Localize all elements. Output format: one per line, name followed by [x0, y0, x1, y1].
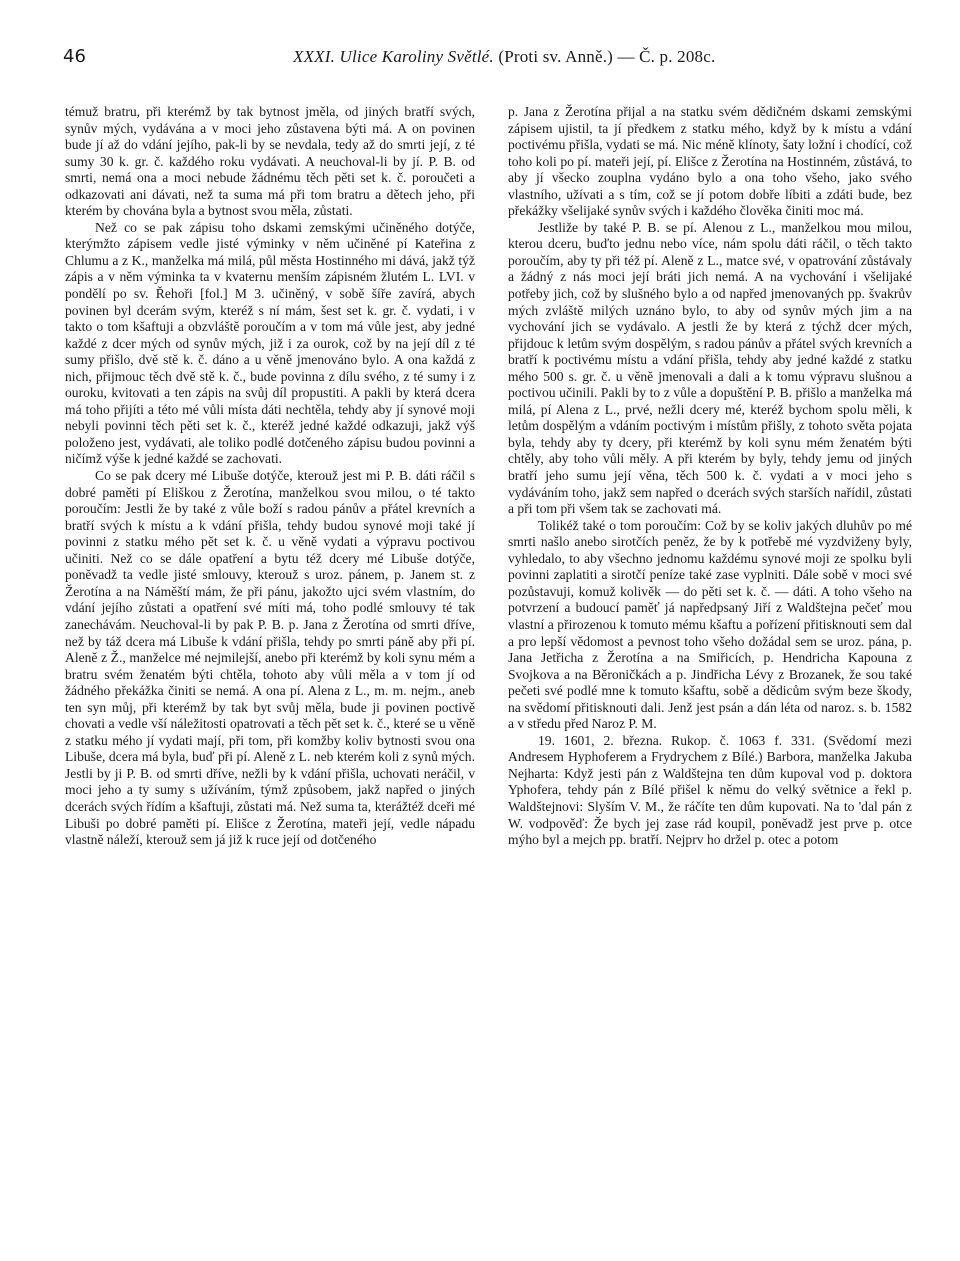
paragraph: témuž bratru, při kterémž by tak bytnost jměla, od jiných bratří svých, synův mých, vydávána a v moci jeho zůstavena býti má. A on povinen bude jí až do vdání jejího, pak-li by se nevdala, tedy až do smrti její, z té sumy 30 k. gr. č. každého roku vydávati. A neuchoval-li by jí. P. B. od smrti, nemá ona a moci nebude žádnému těch pěti set k. č. poroučeti a odkazovati ani dávati, než ta suma má při tom bratru a dětech jeho, při kterém by chována byla a bytnost svou měla, zůstati. — [65, 104, 475, 219]
right-column — [508, 104, 912, 849]
page-header — [63, 46, 900, 76]
left-column — [65, 104, 475, 849]
paragraph: Jestliže by také P. B. se pí. Alenou z L., manželkou mou milou, kterou dceru, buďto jednu nebo více, nám spolu dáti ráčil, o těch takto poroučím, aby ty při též pí. Aleně z L., matce své, v opatrování zůstávaly a žádný z nás moci její bráti jich nemá. A na vychování i všelijaké potřeby jich, což by slušného bylo a od napřed jmenovaných pp. švakrův mých zvláště milých uznáno bylo, to aby od synův mých jim a na vychování jich se vydávalo. A jestli že by která z týchž dcer mých, přijdouc k letům svým dospělým, s radou pánův a přátel svých krevních a bratří k poctivému místu a vdání přišla, tehdy aby jedné každé z statku mého 500 s. gr. č. u věně jmenovali a dali a k tomu výpravu slušnou a poctivou učinili. Pakli by to z vůle a dopuštění P. B. přišlo a manželka má milá, pí Alena z L., prvé, nežli dcery mé, kteréž bychom spolu měli, k letům dospělým a vdáním poctivým i místům přišly, z tohoto světa pojata byla, tehdy aby ty dcery, při kterémž by koli synu mém ženatém býti chtěly, aby toho vůli měly. A při kterém by byly, tehdy jemu od jiných bratří jeho sumu její věna, těch 500 k. č. vydati a v moci jeho s vydáváním toho, jakž sem napřed o dcerách svých starších nařídil, zůstati a při tom při všem tak se zachovati má. — [508, 219, 912, 517]
paragraph: Co se pak dcery mé Libuše dotýče, kterouž jest mi P. B. dáti ráčil s dobré paměti pí Eliškou z Žerotína, manželkou svou milou, o té takto poroučím: Jestli že by také z vůle boží s radou pánův a přátel krevních a bratří svých k místu a k vdání přišla, tehdy budou synové moji také jí povinni z statku mého pět set k. č. u věně vydati a výpravu poctivou učiniti. Než co se dále opatření a bytu též dcery mé Libuše dotýče, poněvadž ta vedle jisté smlouvy, kterouž s uroz. pánem, p. Janem st. z Žerotína a na Náměští mám, že při pánu, jakožto ujci svém vlastním, do vdání jejího zůstati a opatření své míti má, toho podlé smlouvy té tak zanechávám. Neuchoval-li by pak P. B. p. Jana z Žerotína od smrti dříve, než by táž dcera má Libuše k vdání přišla, tehdy po smrti páně aby při pí. Aleně z Ž., manželce mé nejmilejší, anebo při kterémž by koli synu mém a bratru svém ženatém býti chtěla, tohoto aby vůli měla a v tom jí od žádného překážka činiti se nemá. A ona pí. Alena z L., m. m. nejm., aneb ten syn můj, při kterémž by tak byt svůj měla, bude ji povinen poctivě chovati a vedle vší náležitosti opatrovati a těch pět set k. č., které se u věně z statku mého jí vydati mají, při tom, při komžby koliv bytnosti svou ona Libuše, dcera má byla, buď při pí. Aleně z L. neb kterém koli z synů mých. Jestli by ji P. B. od smrti dříve, nežli by k vdání přišla, uchovati neráčil, v moci jeho a ty sumy s užíváním, týmž způsobem, jakž napřed o jiných dcerách svých řídím a kšaftuji, zůstati má. Než suma ta, kterážtéž dceři mé Libuši po dobré paměti pí. Elišce z Žerotína, mateři její, vedle nápadu vlastně náleží, kterouž sem já již k ruce její od dotčeného — [65, 468, 475, 848]
paragraph: 19. 1601, 2. března. Rukop. č. 1063 f. 331. (Svědomí mezi Andresem Hyphoferem a Frydrychem z Bílé.) Barbora, manželka Jakuba Nejharta: Když jesti pán z Waldštejna ten dům kupoval vod p. doktora Yphofera, tehdy pán z Bílé přišel k němu do velký světnice a řekl p. Waldštejnovi: Slyším V. M., že ráčíte ten dům kupovati. Na to 'dal pán z W. vodpověď: Že bych jej zase rád koupil, poněvadž jest prve p. otce mýho byl a mejch pp. bratří. Nejprv ho držel p. otec a potom — [508, 732, 912, 848]
running-head — [293, 47, 715, 67]
page-number: 46 — [63, 46, 86, 67]
running-head-title: XXXI. Ulice Karoliny Světlé. — [293, 47, 494, 66]
paragraph: Než co se pak zápisu toho dskami zemskými učiněného dotýče, kterýmžto zápisem vedle jisté výminky v něm učiněné pí Kateřina z Chlumu a z K., manželka má milá, půl města Hostinného mi dává, jakž týž zápis a v něm výminka ta v kvaternu menším zápisném žlutém L. LVI. v pondělí po sv. Řehoři [fol.] M 3. učiněný, v sobě šíře zavírá, abych povinen byl dcerám svým, kteréž s ní mám, šest set k. gr. č. vydati, i v takto o tom kšaftuji a obzvláště poroučím a v tom má vůle jest, aby jedné každé z dcer mých od synův mých, již i za ourok, což by na její díl z té sumy přišlo, dvě stě k. č. dáno a u věně jmenováno bylo. A ona každá z nich, přijmouc těch dvě stě k. č., bude povinna z dílu svého, z té sumy i z ouroku, kvitovati a ten zápis na svůj díl propustiti. A pakli by která dcera má toho přijíti a této mé vůli místa dáti nechtěla, tehdy aby jí synové moji nebyli povinni těch pěti set k. č., kteréž jedné každé odkazuji, jakž výš položeno jest, vydávati, ale toliko podlé dotčeného zápisu budou povinni a ničímž výše k jedné každé se zachovati. — [65, 219, 475, 467]
paragraph: p. Jana z Žerotína přijal a na statku svém dědičném dskami zemskými zápisem ujistil, ta jí předkem z statku mého, když by k místu a vdání poctivému přišla, vydati se má. Nic méně klínoty, šaty ložní i chodící, což toho koli po pí. mateři její, pí. Elišce z Žerotína na Hostinném, zůstává, to aby jí všecko zouplna vydáno bylo a ona toho všeho, jako svého vlastního, užívati a s tím, což se jí potom dobře líbiti a zdáti bude, bez překážky všelijaké synův svých i každého člověka činiti moc má. — [508, 104, 912, 219]
running-head-subtitle: (Proti sv. Anně.) — Č. p. 208c. — [493, 47, 716, 66]
paragraph: Tolikéž také o tom poroučím: Což by se koliv jakých dluhův po mé smrti našlo anebo sirotčích peněz, že by k potřebě mé vyzdviženy byly, vyhledalo, to aby všechno jednomu každému synové moji ze spolku byli povinni zaplatiti a sirotčí peníze také zase vyplniti. Dále sobě v moci své pozůstavuji, komuž kolivěk — do pěti set k. č. — dáti. A toho všeho na potvrzení a budoucí paměť já napředpsaný Jiří z Waldštejna pečeť mou vlastní a přirozenou k tomuto mému kšaftu a pořízení přitisknouti sem dal a pro lepší vědomost a pevnost toho všeho dožádal sem se uroz. pána, p. Jana Jetřicha z Žerotína a na Smiřicích, p. Hendricha Kapouna z Svojkova a na Běroničkách a p. Jindřicha Lévy z Brozanek, že sou také pečeti své podlé mne k tomuto kšaftu, sobě a dědicům svým beze škody, na svědomí přitisknouti dali. Jenž jest psán a dán léta od naroz. s. b. 1582 a v středu před Naroz P. M. — [508, 517, 912, 732]
column-divider — [486, 100, 487, 1250]
